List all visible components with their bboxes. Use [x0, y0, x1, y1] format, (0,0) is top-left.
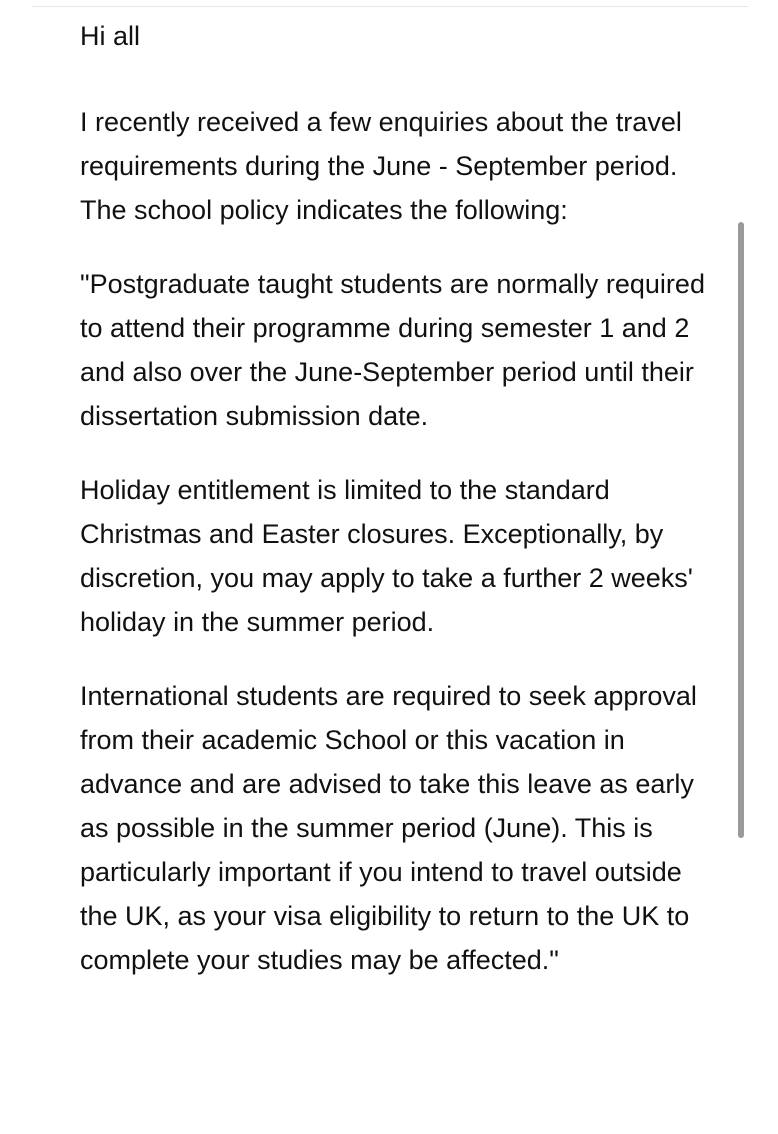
scrollbar-thumb[interactable]: [738, 222, 744, 838]
email-greeting: Hi all: [80, 21, 141, 51]
top-divider: [32, 6, 748, 7]
email-paragraph-holiday: Holiday entitlement is limited to the standard Christmas and Easter closures. Exceptionally, by discretion, you may apply to take a further 2 weeks' holiday in the summer period.: [80, 475, 693, 637]
email-paragraph-international: International students are required to seek approval from their academic School or this vacation in advance and are advised to take this leave as early as possible in the summer period (June). This is particularly important if you intend to travel outside the UK, as your visa eligibility to return to the UK to complete your studies may be affected.": [80, 681, 697, 975]
email-paragraph-intro: I recently received a few enquiries about the travel requirements during the June - September period. The school policy indicates the following:: [80, 107, 682, 225]
email-body: [80, 14, 720, 982]
email-paragraph-attendance: "Postgraduate taught students are normally required to attend their programme during semester 1 and 2 and also over the June-September period until their dissertation submission date.: [80, 269, 705, 431]
